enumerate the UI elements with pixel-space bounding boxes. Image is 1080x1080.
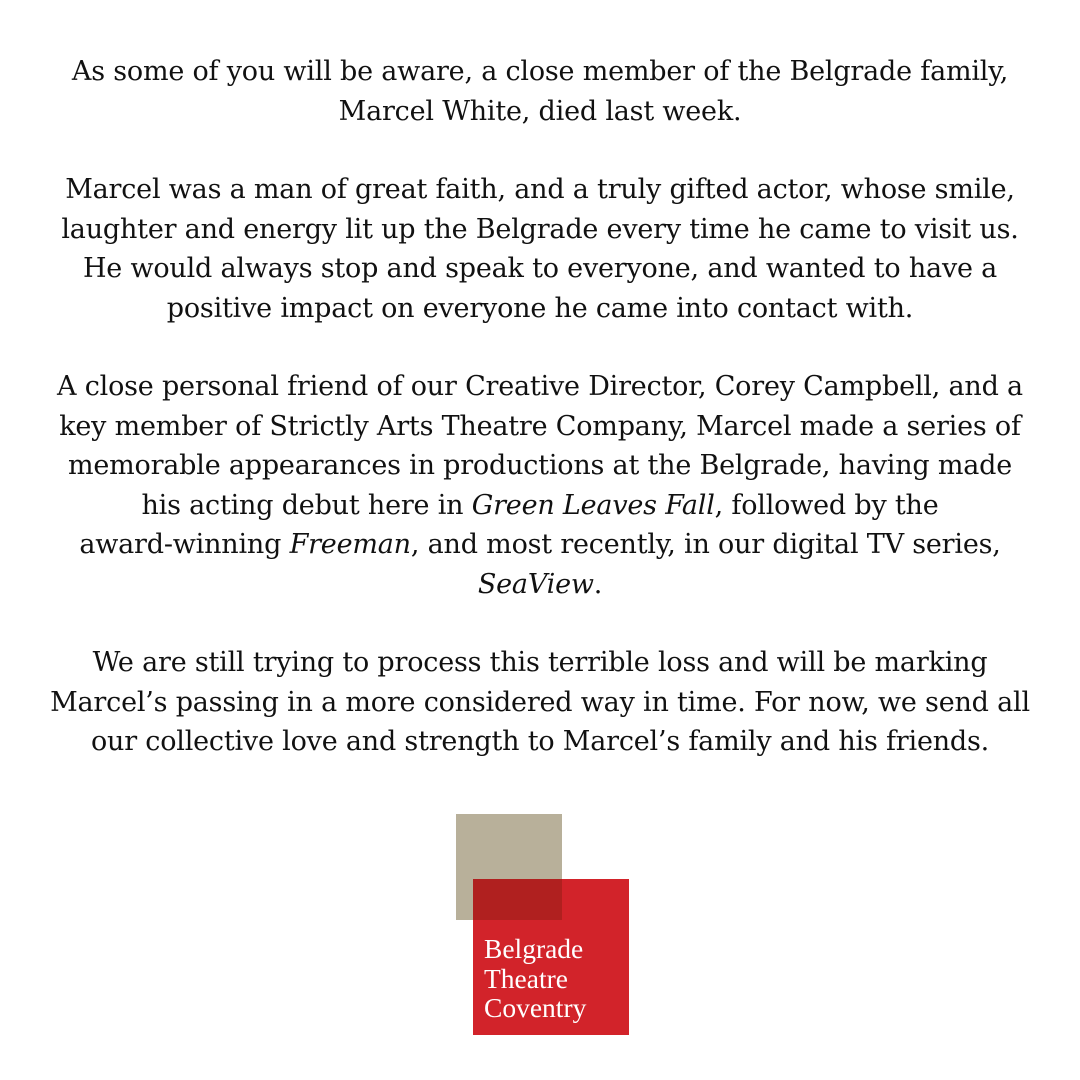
paragraph-career xyxy=(40,367,1040,604)
line: As some of you will be aware, a close member of the Belgrade family, xyxy=(71,56,1009,87)
logo-wordmark xyxy=(484,934,586,1023)
line: positive impact on everyone he came into contact with. xyxy=(166,292,914,324)
paragraph-announcement xyxy=(40,52,1040,131)
logo-line-theatre: Theatre xyxy=(484,962,568,994)
line: Marcel White, died last week. xyxy=(338,95,742,127)
line: award-winning xyxy=(79,529,290,560)
line: , and most recently, in our digital TV series, xyxy=(410,529,1001,560)
logo-overlap-area xyxy=(473,879,562,920)
line: laughter and energy lit up the Belgrade every time he came to visit us. xyxy=(61,213,1019,245)
line: , followed by the xyxy=(714,489,939,521)
paragraph-tribute xyxy=(40,170,1040,328)
statement-text xyxy=(40,52,1040,801)
logo-line-coventry: Coventry xyxy=(484,992,587,1023)
line: . xyxy=(593,568,603,600)
line: We are still trying to process this terrible loss and will be marking xyxy=(92,647,988,678)
production-title: Green Leaves Fall xyxy=(471,489,715,521)
line: our collective love and strength to Marcel’s family and his friends. xyxy=(90,726,990,757)
line: memorable appearances in productions at the Belgrade, having made xyxy=(67,450,1013,481)
line: A close personal friend of our Creative Director, Corey Campbell, and a xyxy=(57,371,1023,402)
line: his acting debut here in xyxy=(141,489,472,521)
line: He would always stop and speak to everyone, and wanted to have a xyxy=(82,253,998,284)
line: key member of Strictly Arts Theatre Company, Marcel made a series of xyxy=(59,410,1021,442)
production-title: SeaView xyxy=(477,568,594,600)
line: Marcel was a man of great faith, and a truly gifted actor, whose smile, xyxy=(65,174,1015,205)
belgrade-theatre-logo xyxy=(456,814,629,1035)
line: Marcel’s passing in a more considered way in time. For now, we send all xyxy=(50,686,1030,718)
logo-line-belgrade: Belgrade xyxy=(484,933,584,964)
production-title: Freeman xyxy=(289,529,411,560)
paragraph-condolence xyxy=(40,643,1040,762)
